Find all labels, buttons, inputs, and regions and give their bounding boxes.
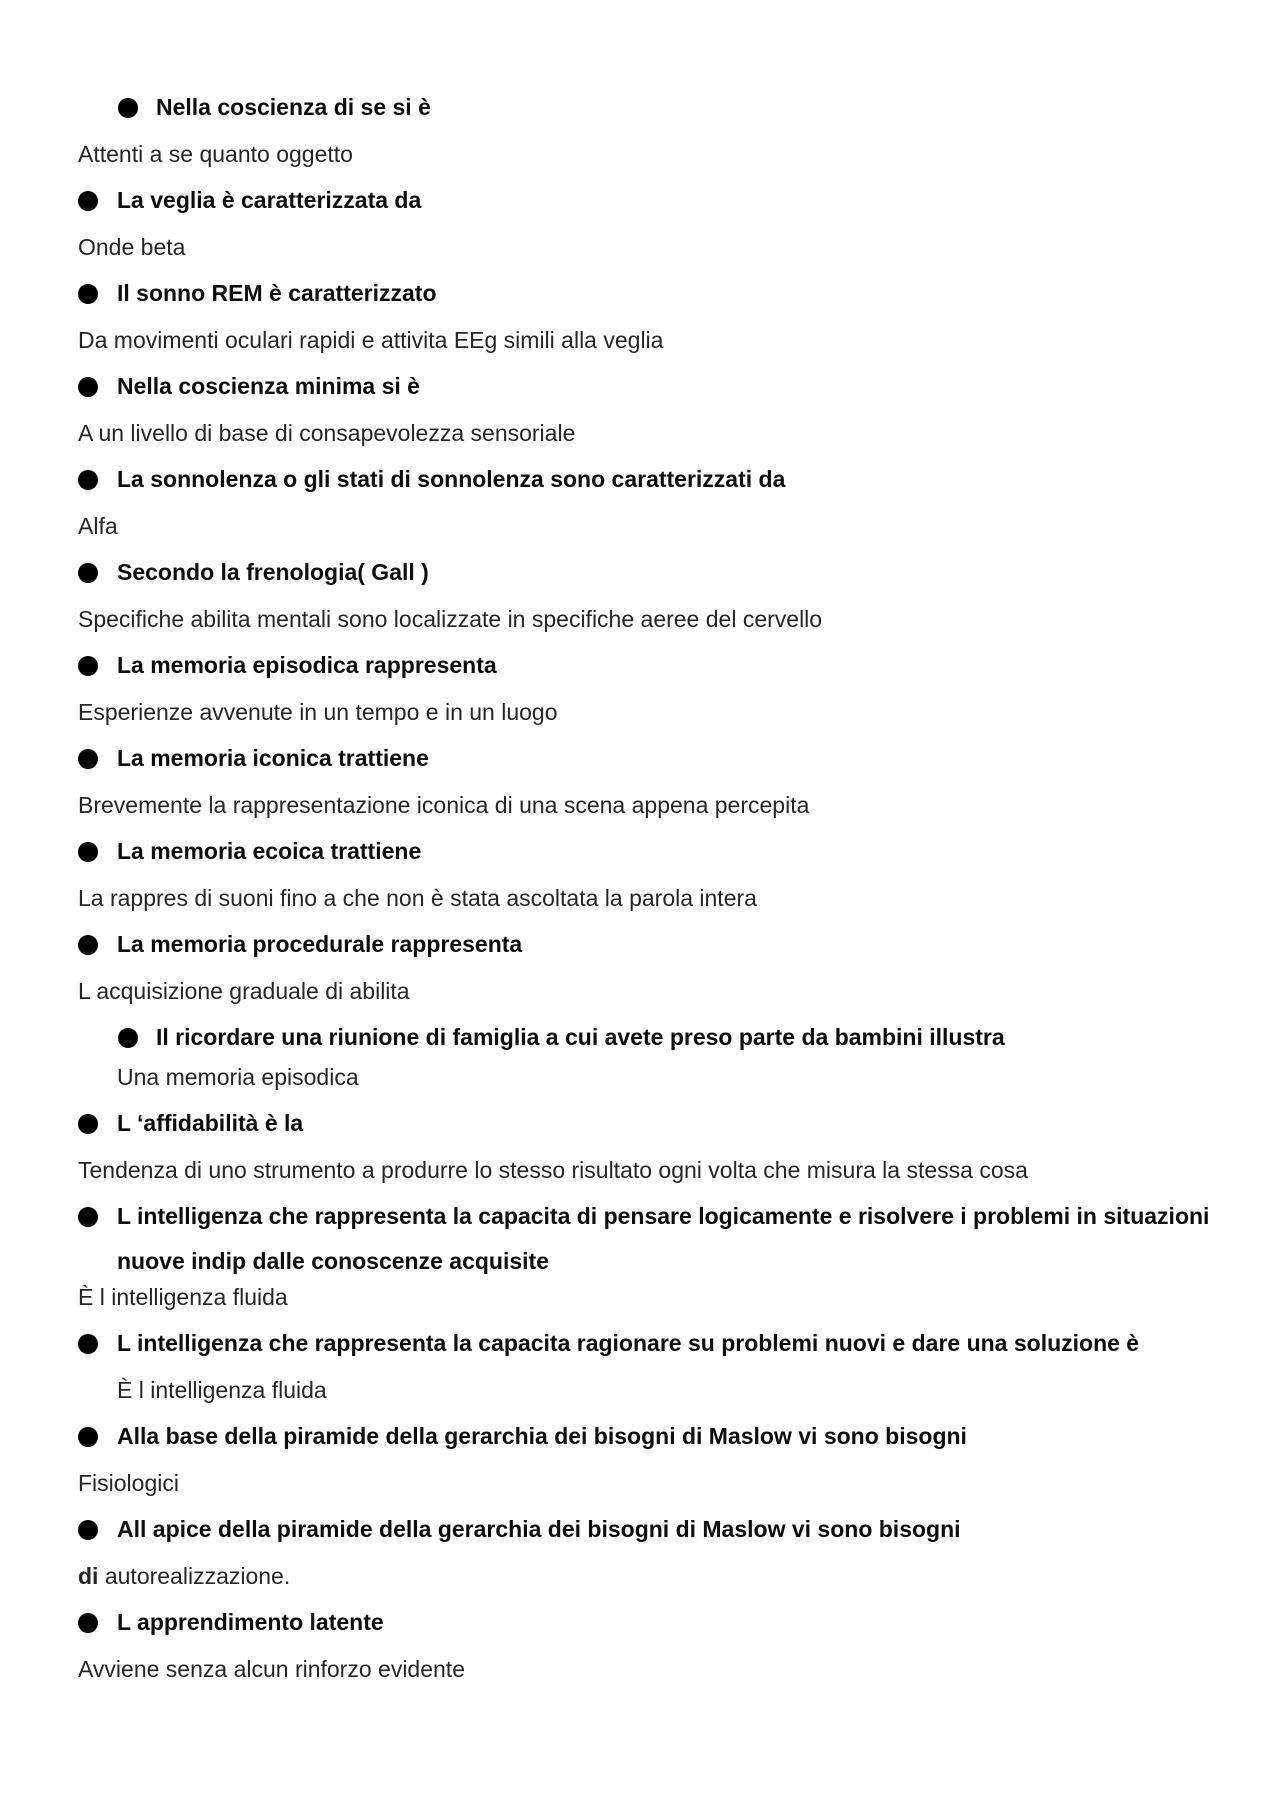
answer-text: Una memoria episodica <box>117 1064 359 1090</box>
answer-text: L acquisizione graduale di abilita <box>78 978 410 1004</box>
bullet-icon <box>78 935 98 955</box>
answer-text: Avviene senza alcun rinforzo evidente <box>78 1656 465 1682</box>
bullet-icon <box>78 1427 98 1447</box>
bullet-icon <box>78 842 98 862</box>
answer-text: Esperienze avvenute in un tempo e in un luogo <box>78 699 558 725</box>
question-text: Nella coscienza di se si è <box>156 94 431 120</box>
bullet-icon <box>78 377 98 397</box>
answer-text: A un livello di base di consapevolezza sensoriale <box>78 420 576 446</box>
question-text: Secondo la frenologia( Gall ) <box>117 559 429 585</box>
bullet-icon <box>78 470 98 490</box>
bullet-icon <box>78 1114 98 1134</box>
question-text: Alla base della piramide della gerarchia dei bisogni di Maslow vi sono bisogni <box>117 1423 967 1449</box>
question-text: L intelligenza che rappresenta la capacita di pensare logicamente e risolvere i problemi in situazioni <box>117 1203 1210 1229</box>
question-text: La memoria iconica trattiene <box>117 745 429 771</box>
question-text-continued: nuove indip dalle conoscenze acquisite <box>117 1248 549 1274</box>
bullet-icon <box>118 98 138 118</box>
question-text: Il sonno REM è caratterizzato <box>117 280 437 306</box>
answer-text <box>78 1562 290 1590</box>
answer-text: Alfa <box>78 513 118 539</box>
bullet-icon <box>78 284 98 304</box>
question-text: Il ricordare una riunione di famiglia a cui avete preso parte da bambini illustra <box>156 1024 1005 1050</box>
question-text: All apice della piramide della gerarchia dei bisogni di Maslow vi sono bisogni <box>117 1516 961 1542</box>
bullet-icon <box>78 1613 98 1633</box>
answer-bold-prefix: di <box>78 1563 99 1589</box>
bullet-icon <box>78 749 98 769</box>
answer-text: Brevemente la rappresentazione iconica di una scena appena percepita <box>78 792 810 818</box>
bullet-icon <box>78 1520 98 1540</box>
question-text: Nella coscienza minima si è <box>117 373 420 399</box>
answer-text: È l intelligenza fluida <box>78 1284 288 1310</box>
answer-text: Attenti a se quanto oggetto <box>78 141 353 167</box>
bullet-icon <box>78 563 98 583</box>
answer-text: Tendenza di uno strumento a produrre lo stesso risultato ogni volta che misura la stessa cosa <box>78 1157 1028 1183</box>
bullet-icon <box>78 1334 98 1354</box>
bullet-icon <box>78 1207 98 1227</box>
question-text: La veglia è caratterizzata da <box>117 187 422 213</box>
bullet-icon <box>78 656 98 676</box>
answer-rest: autorealizzazione. <box>98 1563 291 1589</box>
bullet-icon <box>118 1028 138 1048</box>
question-text: La sonnolenza o gli stati di sonnolenza sono caratterizzati da <box>117 466 786 492</box>
question-text: La memoria ecoica trattiene <box>117 838 422 864</box>
bullet-icon <box>78 191 98 211</box>
answer-text: Specifiche abilita mentali sono localizzate in specifiche aeree del cervello <box>78 606 823 632</box>
question-text: La memoria procedurale rappresenta <box>117 931 523 957</box>
question-text: La memoria episodica rappresenta <box>117 652 497 678</box>
question-text: L intelligenza che rappresenta la capacita ragionare su problemi nuovi e dare una soluzione è <box>117 1330 1140 1356</box>
answer-text: Da movimenti oculari rapidi e attivita EEg simili alla veglia <box>78 327 664 353</box>
answer-text: Fisiologici <box>78 1470 179 1496</box>
question-text: L apprendimento latente <box>117 1609 384 1635</box>
answer-text: È l intelligenza fluida <box>117 1377 327 1403</box>
answer-text: Onde beta <box>78 234 186 260</box>
answer-text: La rappres di suoni fino a che non è stata ascoltata la parola intera <box>78 885 757 911</box>
question-text: L ‘affidabilità è la <box>117 1110 304 1136</box>
